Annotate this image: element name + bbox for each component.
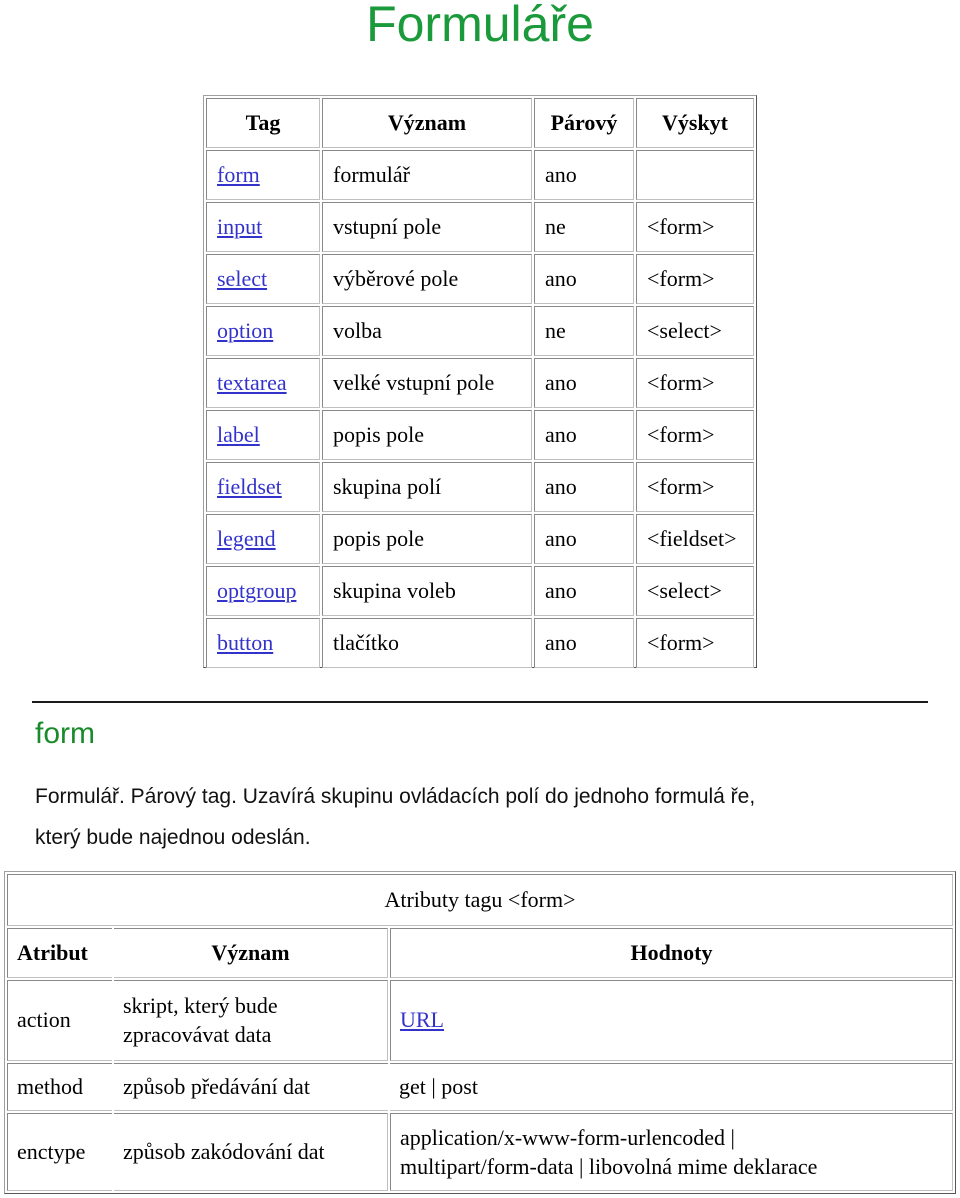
header-values: Hodnoty — [390, 928, 953, 978]
table-row — [206, 202, 754, 252]
tag-link-option[interactable]: option — [217, 318, 274, 343]
meaning-cell: popis pole — [322, 410, 532, 460]
table-row — [206, 306, 754, 356]
paired-cell: ne — [534, 306, 634, 356]
meaning-cell: formulář — [322, 150, 532, 200]
description-line: Formulář. Párový tag. Uzavírá skupinu ovládacích polí do jednoho formulá ře, — [35, 785, 756, 808]
tag-link-textarea[interactable]: textarea — [217, 370, 287, 395]
occurrence-cell: <form> — [636, 254, 754, 304]
paired-cell: ano — [534, 358, 634, 408]
attributes-table — [4, 871, 956, 1194]
meaning-cell: skupina polí — [322, 462, 532, 512]
occurrence-cell: <form> — [636, 202, 754, 252]
attribute-cell: enctype — [7, 1113, 112, 1191]
table-row — [7, 1063, 953, 1111]
tag-link-select[interactable]: select — [217, 266, 268, 291]
table-header-row — [7, 928, 953, 978]
url-link[interactable]: URL — [400, 1007, 444, 1033]
paired-cell: ano — [534, 566, 634, 616]
page-title: Formuláře — [366, 0, 594, 52]
header-occurrence: Výskyt — [636, 98, 754, 148]
table-row — [7, 1113, 953, 1191]
tag-cell[interactable] — [206, 254, 320, 304]
attributes-caption: Atributy tagu <form> — [7, 874, 953, 926]
table-row — [206, 254, 754, 304]
meaning-cell — [114, 980, 388, 1060]
tag-cell[interactable] — [206, 306, 320, 356]
occurrence-cell: <form> — [636, 462, 754, 512]
table-row — [206, 462, 754, 512]
paired-cell: ano — [534, 618, 634, 668]
tag-cell[interactable] — [206, 358, 320, 408]
occurrence-cell: <form> — [636, 358, 754, 408]
description-line: který bude najednou odeslán. — [35, 826, 311, 849]
occurrence-cell: <form> — [636, 410, 754, 460]
tags-table-grid — [204, 96, 756, 670]
caption-row — [7, 874, 953, 926]
tag-cell[interactable] — [206, 202, 320, 252]
occurrence-cell: <select> — [636, 566, 754, 616]
section-description — [35, 776, 935, 858]
header-paired: Párový — [534, 98, 634, 148]
paired-cell: ano — [534, 514, 634, 564]
table-row — [206, 514, 754, 564]
tag-link-fieldset[interactable]: fieldset — [217, 474, 282, 499]
table-row — [206, 358, 754, 408]
table-row — [206, 410, 754, 460]
values-cell — [390, 1113, 953, 1191]
paired-cell: ano — [534, 254, 634, 304]
tag-cell[interactable] — [206, 462, 320, 512]
value-line: application/x-www-form-urlencoded | — [400, 1124, 735, 1150]
paired-cell: ano — [534, 150, 634, 200]
attribute-cell: action — [7, 980, 112, 1060]
tag-cell[interactable] — [206, 514, 320, 564]
paired-cell: ano — [534, 462, 634, 512]
table-row — [206, 566, 754, 616]
occurrence-cell: <fieldset> — [636, 514, 754, 564]
table-row — [206, 618, 754, 668]
occurrence-cell: <form> — [636, 618, 754, 668]
tag-cell[interactable] — [206, 150, 320, 200]
meaning-cell: tlačítko — [322, 618, 532, 668]
meaning-cell: způsob předávání dat — [114, 1063, 388, 1111]
meaning-cell: vstupní pole — [322, 202, 532, 252]
meaning-cell: velké vstupní pole — [322, 358, 532, 408]
tag-cell[interactable] — [206, 566, 320, 616]
table-header-row — [206, 98, 754, 148]
meaning-cell: volba — [322, 306, 532, 356]
values-cell: get | post — [390, 1063, 953, 1111]
meaning-cell: skupina voleb — [322, 566, 532, 616]
tag-cell[interactable] — [206, 410, 320, 460]
attribute-cell: method — [7, 1063, 112, 1111]
horizontal-divider — [32, 701, 928, 703]
value-line: multipart/form-data | libovolná mime deklarace — [400, 1153, 818, 1179]
tags-table — [203, 95, 757, 668]
meaning-cell: způsob zakódování dat — [114, 1113, 388, 1191]
tag-link-optgroup[interactable]: optgroup — [217, 578, 297, 603]
attributes-table-grid — [5, 872, 955, 1193]
table-row — [7, 980, 953, 1060]
meaning-cell: výběrové pole — [322, 254, 532, 304]
paired-cell: ano — [534, 410, 634, 460]
occurrence-cell: <select> — [636, 306, 754, 356]
occurrence-cell — [636, 150, 754, 200]
tag-link-legend[interactable]: legend — [217, 526, 276, 551]
tag-link-button[interactable]: button — [217, 630, 274, 655]
header-tag: Tag — [206, 98, 320, 148]
meaning-cell: popis pole — [322, 514, 532, 564]
header-meaning: Význam — [114, 928, 388, 978]
section-heading: form — [35, 717, 95, 750]
tag-link-form[interactable]: form — [217, 162, 260, 187]
table-row — [206, 150, 754, 200]
values-cell[interactable] — [390, 980, 953, 1060]
tag-link-label[interactable]: label — [217, 422, 260, 447]
tag-link-input[interactable]: input — [217, 214, 263, 239]
header-attribute: Atribut — [7, 928, 112, 978]
meaning-line: zpracovávat data — [123, 1022, 272, 1048]
meaning-line: skript, který bude — [123, 993, 278, 1019]
header-meaning: Význam — [322, 98, 532, 148]
tag-cell[interactable] — [206, 618, 320, 668]
paired-cell: ne — [534, 202, 634, 252]
